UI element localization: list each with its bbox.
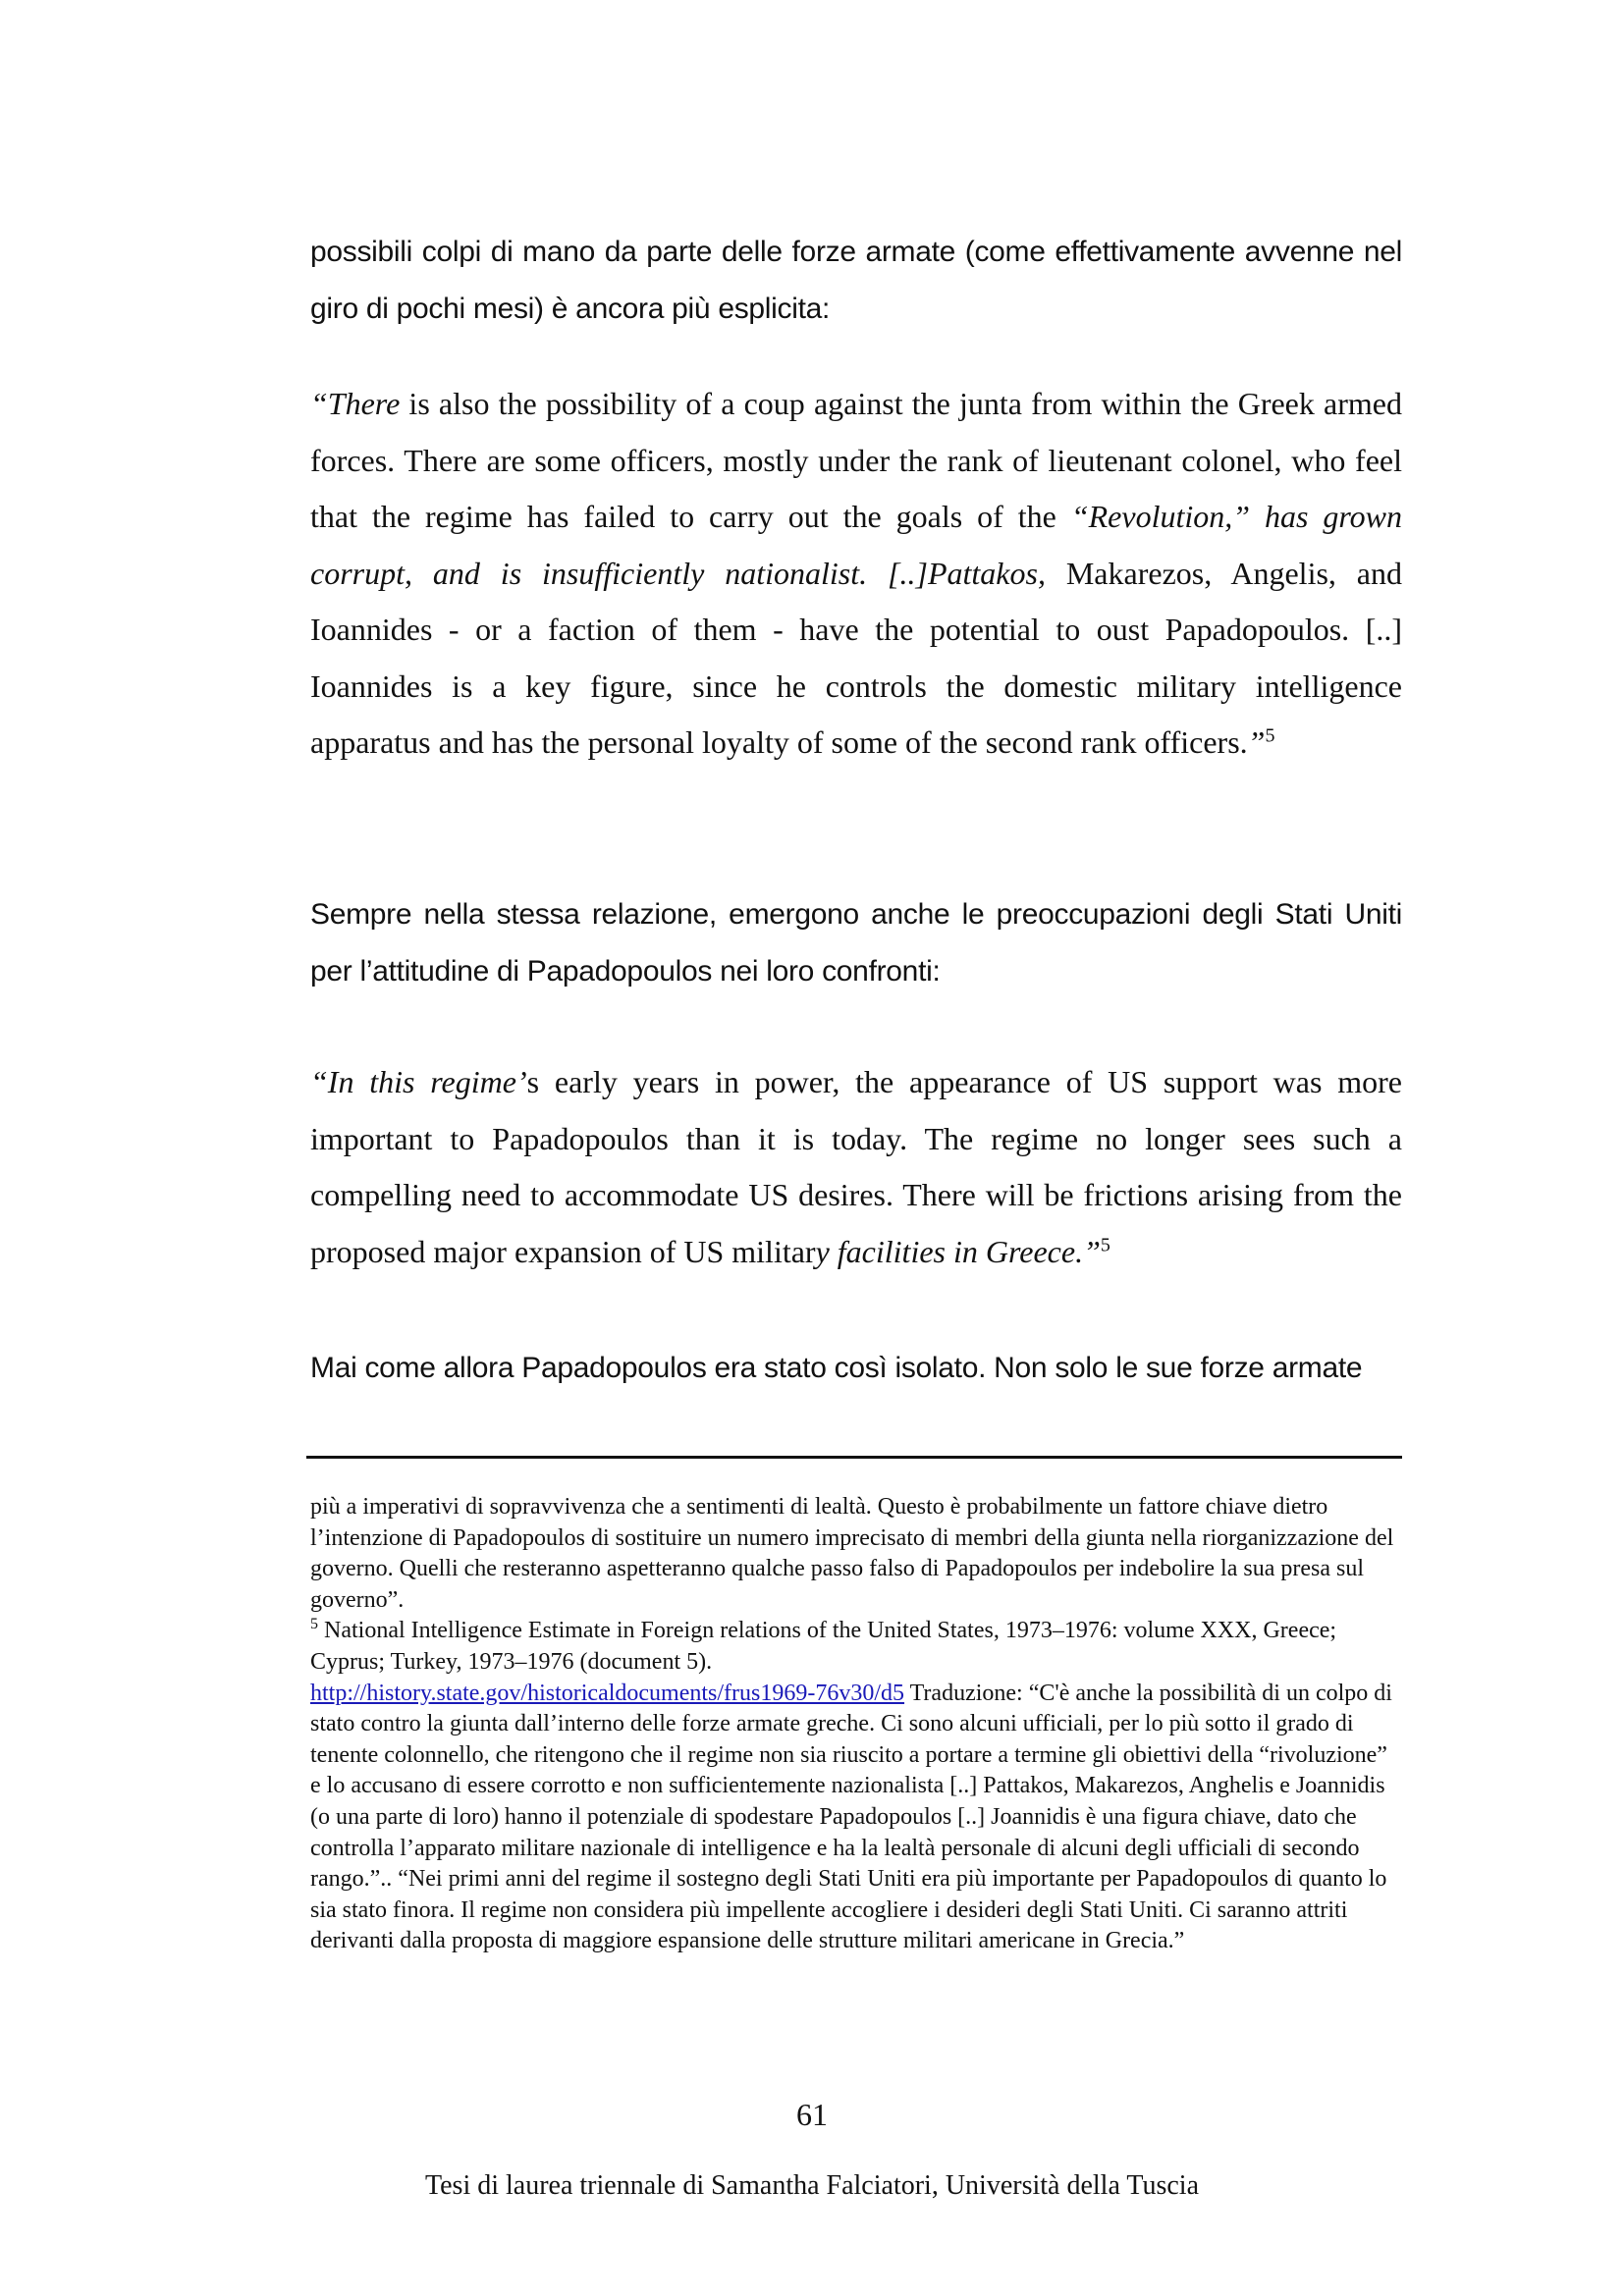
quote-main: s early years in power, the appearance of US support was more important to Papadopoulos than it is today. The regime no longer sees such a compelling need to accommodate US desires. There will be frictions arising from the proposed major expansion of US militar <box>310 1064 1403 1269</box>
footnote-translation: Traduzione: “C'è anche la possibilità di un colpo di stato contro la giunta dall’interno delle forze armate greche. Ci sono alcuni ufficiali, per lo più sotto il grado di tenente colonnello, che ritengono che il regime non sia riuscito a portare a termine gli obiettivi della “rivoluzione” e lo accusano di essere corrotto e non sufficientemente nazionalista [..] Pattakos, Makarezos, Anghelis e Joannidis (o una parte di loro) hanno il potenziale di spodestare Papadopoulos [..] Joannidis è una figura chiave, dato che controlla l’apparato militare nazionale di intelligence e ha la lealtà personale di alcuni degli ufficiali di secondo rango.”.. “Nei primi anni del regime il sostegno degli Stati Uniti era più importante per Papadopoulos di quanto lo sia stato finora. Il regime non considera più impellente accogliere i desideri degli Stati Uniti. Ci saranno attriti derivanti dalla proposta di maggiore espansione delle strutture militari americane in Grecia.” <box>310 1680 1392 1954</box>
footnote-5 <box>310 1616 1402 1957</box>
quote-main: is also the possibility of a coup against the junta from within the Greek armed forces. There are some officers, mostly under the rank of lieutenant colonel, who feel that the regime has failed to carry out the goals of the <box>310 386 1402 534</box>
quote-coup-possibility <box>310 376 1402 772</box>
page-number: 61 <box>796 2097 828 2132</box>
quote-close: ” <box>1247 724 1266 760</box>
quote-italic: “Revolution,” has grown corrupt, and is insufficiently nationalist. [..]Pattakos, <box>310 499 1403 591</box>
quote-italic-end: y facilities in Greece.” <box>815 1233 1101 1269</box>
quote-regime-us-support <box>310 1054 1402 1280</box>
paragraph-us-concerns: Sempre nella stessa relazione, emergono anche le preoccupazioni degli Stati Uniti per l’attitudine di Papadopoulos nei loro confronti: <box>310 898 1402 988</box>
footnote-ref[interactable]: 5 <box>1265 724 1275 747</box>
footnote-separator <box>306 1456 1402 1459</box>
quote-open: “There <box>310 386 401 421</box>
quote-open: “In this regime’ <box>310 1064 527 1099</box>
footnote-continuation: più a imperativi di sopravvivenza che a sentimenti di lealtà. Questo è probabilmente un fattore chiave dietro l’intenzione di Papadopoulos di sostituire un numero imprecisato di membri della giunta nella riorganizzazione del governo. Quelli che resteranno aspetteranno qualche passo falso di Papadopoulos per indebolire la sua presa sul governo”. <box>310 1494 1394 1613</box>
source-link[interactable]: http://history.state.gov/historicaldocuments/frus1969-76v30/d5 <box>310 1680 905 1706</box>
footnote-mark: 5 <box>310 1616 318 1633</box>
paragraph-isolation: Mai come allora Papadopoulos era stato così isolato. Non solo le sue forze armate <box>310 1352 1363 1384</box>
footnote-citation: National Intelligence Estimate in Foreign relations of the United States, 1973–1976: volume XXX, Greece; Cyprus; Turkey, 1973–1976 (document 5). <box>310 1618 1337 1675</box>
footnote-ref[interactable]: 5 <box>1100 1233 1110 1255</box>
paragraph-intro: possibili colpi di mano da parte delle forze armate (come effettivamente avvenne nel giro di pochi mesi) è ancora più esplicita: <box>310 236 1402 325</box>
footnotes <box>310 1492 1402 1957</box>
page-footer: Tesi di laurea triennale di Samantha Falciatori, Università della Tuscia <box>424 2170 1200 2201</box>
quote-rest: Makarezos, Angelis, and Ioannides - or a faction of them - have the potential to oust Papadopoulos. [..] Ioannides is a key figure, since he controls the domestic military intelligence apparatus and has the personal loyalty of some of the second rank officers. <box>310 555 1403 760</box>
